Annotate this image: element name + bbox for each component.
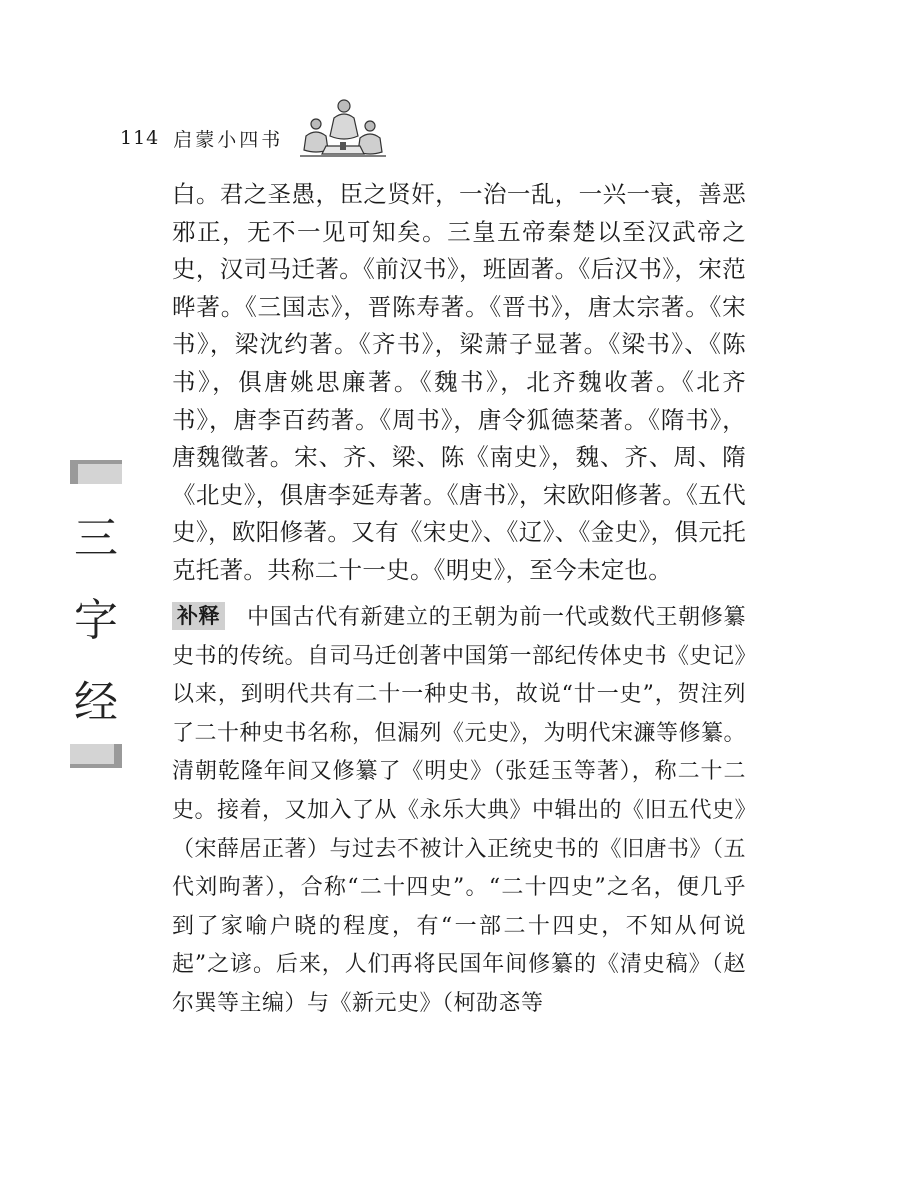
scholars-illustration-icon xyxy=(296,96,390,158)
main-text: 白。君之圣愚，臣之贤奸，一治一乱，一兴一衰，善恶邪正，无不一见可知矣。三皇五帝秦楚以至汉武帝之史，汉司马迁著。《前汉书》，班固著。《后汉书》，宋范晔著。《三国志》，晋陈寿著。《晋书》，唐太宗著。《宋书》，梁沈约著。《齐书》，梁萧子显著。《梁书》、《陈书》，俱唐姚思廉著。《魏书》，北齐魏收著。《北齐书》，唐李百药著。《周书》，唐令狐德棻著。《隋书》，唐魏徵著。宋、齐、梁、陈《南史》，魏、齐、周、隋《北史》，俱唐李延寿著。《唐书》，宋欧阳修著。《五代史》，欧阳修著。又有《宋史》、《辽》、《金史》，俱元托克托著。共称二十一史。《明史》，至今未定也。 xyxy=(172,180,746,584)
bracket-top-icon xyxy=(70,460,122,484)
page-header xyxy=(120,118,283,158)
page-number: 114 xyxy=(120,127,160,149)
supplementary-note xyxy=(172,599,746,1024)
note-label: 补释 xyxy=(172,602,225,630)
note-text: 中国古代有新建立的王朝为前一代或数代王朝修纂史书的传统。自司马迁创著中国第一部纪传体史书《史记》以来，到明代共有二十一种史书，故说“廿一史”，贺注列了二十种史书名称，但漏列《元史》，为明代宋濂等修纂。清朝乾隆年间又修纂了《明史》（张廷玉等著），称二十二史。接着，又加入了从《永乐大典》中辑出的《旧五代史》（宋薛居正著）与过去不被计入正统史书的《旧唐书》（五代刘昫著），合称“二十四史”。“二十四史”之名，便几乎到了家喻户晓的程度，有“一部二十四史，不知从何说起”之谚。后来，人们再将民国年间修纂的《清史稿》（赵尔巽等主编）与《新元史》（柯劭忞等 xyxy=(172,605,747,1016)
side-title: 三字经 xyxy=(74,513,118,728)
side-section-tab xyxy=(70,460,126,770)
bracket-bottom-icon xyxy=(70,744,122,768)
book-title: 启蒙小四书 xyxy=(173,128,284,151)
